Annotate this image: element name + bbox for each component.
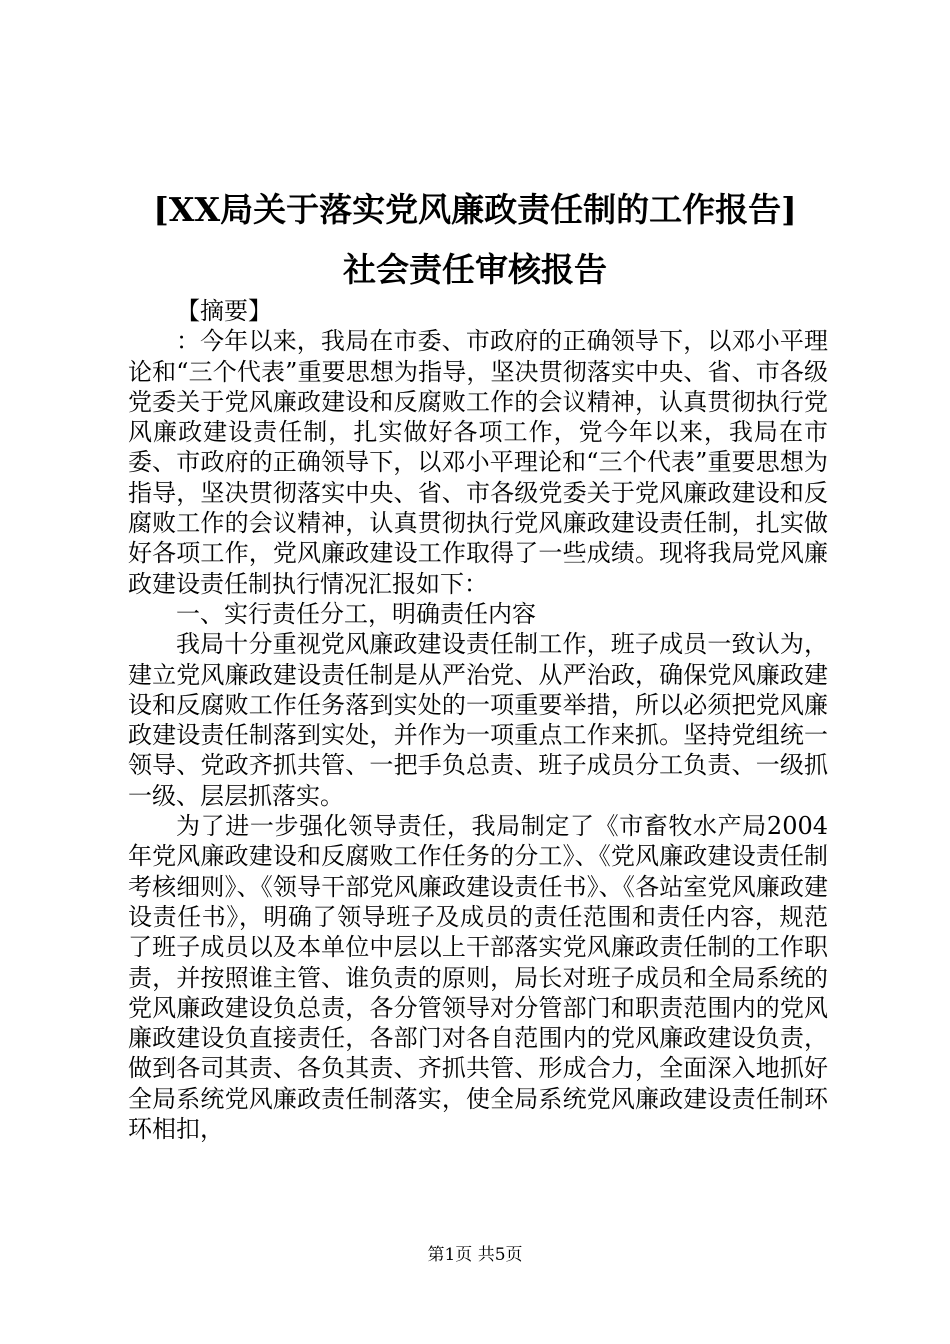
paragraph-responsibility: 我局十分重视党风廉政建设责任制工作，班子成员一致认为，建立党风廉政建设责任制是从严治党、从严治政，确保党风廉政建设和反腐败工作任务落到实处的一项重要举措，所以必须把党风廉政建设责任制落到实处，并作为一项重点工作来抓。坚持党组统一领导、党政齐抓共管、一把手负总责、班子成员分工负责、一级抓一级、层层抓落实。 <box>128 630 828 810</box>
page-number-footer: 第1页 共5页 <box>427 1245 523 1265</box>
document-title-line-1: [XX局关于落实党风廉政责任制的工作报告] <box>153 190 797 229</box>
document-body <box>128 296 828 1144</box>
paragraph-leadership: 为了进一步强化领导责任，我局制定了《市畜牧水产局2004年党风廉政建设和反腐败工作任务的分工》、《党风廉政建设责任制考核细则》、《领导干部党风廉政建设责任书》、《各站室党风廉政建设责任书》，明确了领导班子及成员的责任范围和责任内容，规范了班子成员以及本单位中层以上干部落实党风廉政责任制的工作职责，并按照谁主管、谁负责的原则，局长对班子成员和全局系统的党风廉政建设负总责，各分管领导对分管部门和职责范围内的党风廉政建设负直接责任，各部门对各自范围内的党风廉政建设负责，做到各司其责、各负其责、齐抓共管、形成合力，全面深入地抓好全局系统党风廉政责任制落实，使全局系统党风廉政建设责任制环环相扣， <box>128 812 828 1144</box>
document-title-line-2: 社会责任审核报告 <box>343 250 607 289</box>
abstract-label: 【摘要】 <box>176 297 272 325</box>
paragraph-intro: ：今年以来，我局在市委、市政府的正确领导下，以邓小平理论和“三个代表”重要思想为指导，坚决贯彻落实中央、省、市各级党委关于党风廉政建设和反腐败工作的会议精神，认真贯彻执行党风廉政建设责任制，扎实做好各项工作，党今年以来，我局在市委、市政府的正确领导下，以邓小平理论和“三个代表”重要思想为指导，坚决贯彻落实中央、省、市各级党委关于党风廉政建设和反腐败工作的会议精神，认真贯彻执行党风廉政建设责任制，扎实做好各项工作，党风廉政建设工作取得了一些成绩。现将我局党风廉政建设责任制执行情况汇报如下： <box>128 327 828 598</box>
section-heading-1: 一、实行责任分工，明确责任内容 <box>176 599 536 628</box>
